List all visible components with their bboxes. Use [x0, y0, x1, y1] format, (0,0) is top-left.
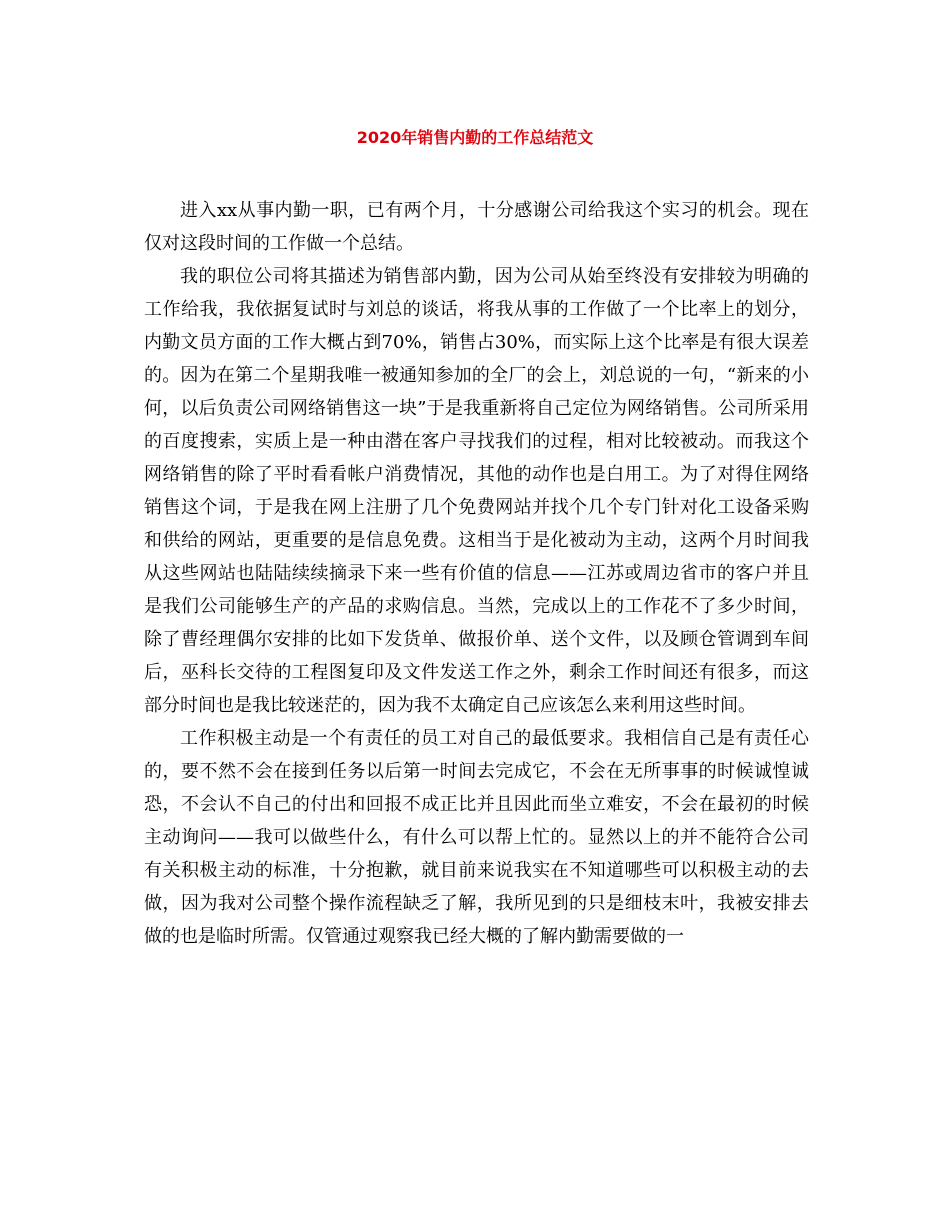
paragraph-position: 我的职位公司将其描述为销售部内勤，因为公司从始至终没有安排较为明确的工作给我，我依据复试时与刘总的谈话，将我从事的工作做了一个比率上的划分，内勤文员方面的工作大概占到70%，销售占30%，而实际上这个比率是有很大误差的。因为在第二个星期我唯一被通知参加的全厂的会上，刘总说的一句，“新来的小何，以后负责公司网络销售这一块”于是我重新将自己定位为网络销售。公司所采用的百度搜索，实质上是一种由潜在客户寻找我们的过程，相对比较被动。而我这个网络销售的除了平时看看帐户消费情况，其他的动作也是白用工。为了对得住网络销售这个词，于是我在网上注册了几个免费网站并找个几个专门针对化工设备采购和供给的网站，更重要的是信息免费。这相当于是化被动为主动，这两个月时间我从这些网站也陆陆续续摘录下来一些有价值的信息——江苏或周边省市的客户并且是我们公司能够生产的产品的求购信息。当然，完成以上的工作花不了多少时间，除了曹经理偶尔安排的比如下发货单、做报价单、送个文件，以及顾仓管调到车间后，巫科长交待的工程图复印及文件发送工作之外，剩余工作时间还有很多，而这部分时间也是我比较迷茫的，因为我不太确定自己应该怎么来利用这些时间。: [144, 266, 809, 716]
paragraph-initiative: 工作积极主动是一个有责任的员工对自己的最低要求。我相信自己是有责任心的，要不然不会在接到任务以后第一时间去完成它，不会在无所事事的时候诚惶诚恐，不会认不自己的付出和回报不成正比并且因此而坐立难安，不会在最初的时候主动询问——我可以做些什么，有什么可以帮上忙的。显然以上的并不能符合公司有关积极主动的标准，十分抱歉，就目前来说我实在不知道哪些可以积极主动的去做，因为我对公司整个操作流程缺乏了解，我所见到的只是细枝末叶，我被安排去做的也是临时所需。仅管通过观察我已经大概的了解内勤需要做的一: [144, 728, 809, 947]
document-body: [144, 194, 809, 953]
document-title: 2020年销售内勤的工作总结范文: [356, 128, 594, 147]
paragraph-intro: 进入xx从事内勤一职，已有两个月，十分感谢公司给我这个实习的机会。现在仅对这段时间的工作做一个总结。: [144, 200, 809, 254]
